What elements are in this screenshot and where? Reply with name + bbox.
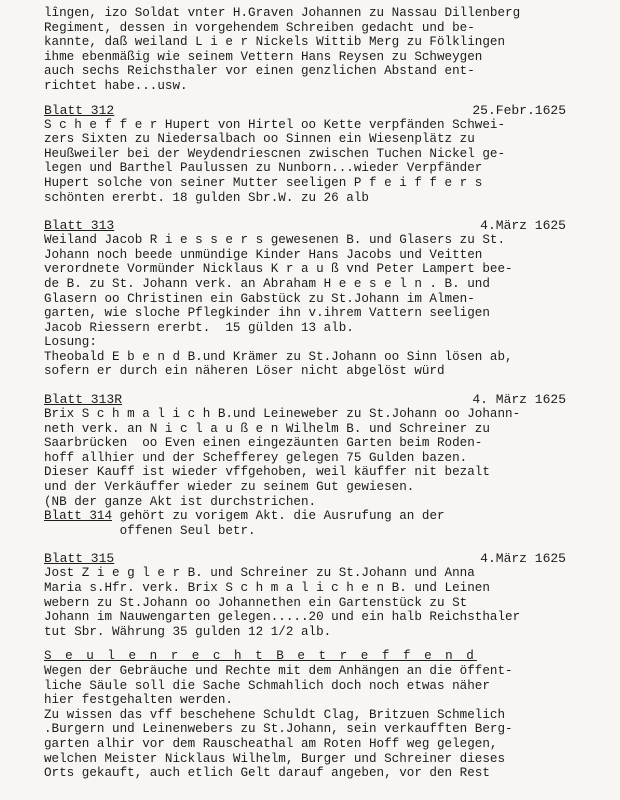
- text-line: Maria s.Hfr. verk. Brix S c h m a l i c h e n B. und Leinen: [44, 581, 490, 595]
- text-line: kannte, daß weiland L i e r Nickels Wittib Merg zu Fölklingen: [44, 35, 506, 50]
- text-line: Orts gekauft, auch etlich Gelt darauf angeben, vor den Rest: [44, 766, 490, 781]
- text-line: tut Sbr. Währung 35 gulden 12 1/2 alb.: [44, 624, 332, 639]
- entry-header: [44, 392, 606, 407]
- text-line: schönten ererbt. 18 gulden Sbr.W. zu 26 alb: [44, 190, 369, 205]
- text-line: Weiland Jacob R i e s s e r s gewesenen B. und Glasers zu St.: [44, 233, 506, 248]
- text-line: Losung:: [44, 335, 97, 350]
- entry-reference: Blatt 315: [44, 551, 115, 567]
- text-line: Hupert solche von seiner Mutter seeligen P f e i f f e r s: [44, 175, 483, 190]
- text-line: webern zu St.Johann oo Johannethen ein Gartenstück zu St: [44, 595, 468, 610]
- text-line: legen und Barthel Paulussen zu Nunborn...wieder Verpfänder: [44, 161, 483, 176]
- entry-reference: Blatt 313: [44, 218, 115, 234]
- text-line: Jost Z i e g l e r B. und Schreiner zu St.Johann und Anna: [44, 566, 475, 581]
- entry-header: [44, 551, 606, 566]
- text-line: Johann im Nauwengarten gelegen.....20 und ein halb Reichsthaler: [44, 610, 521, 625]
- entry-blatt-313r: [44, 392, 606, 538]
- text-line: richtet habe...usw.: [44, 78, 188, 93]
- entry-blatt-312: [44, 103, 606, 206]
- text-line: lîngen, izo Soldat vnter H.Graven Johannen zu Nassau Dillenberg: [44, 6, 521, 20]
- intro-paragraph: [44, 6, 606, 94]
- text-line: auch sechs Reichsthaler vor einen genzlichen Abstand ent-: [44, 64, 475, 79]
- text-line: Jacob Riessern ererbt. 15 gülden 13 alb.: [44, 320, 354, 335]
- text-line: Regiment, dessen in vorgehendem Schreiben gedacht und be-: [44, 20, 475, 35]
- note-line: [44, 509, 606, 524]
- section-title: S e u l e n r e c h t B e t r e f f e n d: [44, 649, 477, 664]
- text-line: Glasern oo Christinen ein Gabstück zu St.Johann im Almen-: [44, 291, 475, 306]
- text-line: Brix S c h m a l i c h B.und Leineweber zu St.Johann oo Johann-: [44, 407, 521, 422]
- entry-date: 4. März 1625: [472, 392, 566, 408]
- text-line: Zu wissen das vff beschehene Schuldt Clag, Britzuen Schmelich: [44, 707, 506, 722]
- text-line: .Burgern und Leinenwebers zu St.Johann, sein verkaufften Berg-: [44, 722, 513, 737]
- text-line: Saarbrücken oo Even einen eingezäunten Garten beim Roden-: [44, 436, 483, 451]
- entry-header: [44, 218, 606, 233]
- text-line: Theobald E b e n d B.und Krämer zu St.Johann oo Sinn lösen ab,: [44, 349, 513, 364]
- entry-date: 4.März 1625: [480, 551, 566, 567]
- text-line: verordnete Vormünder Nicklaus K r a u ß vnd Peter Lampert bee-: [44, 262, 513, 277]
- entry-blatt-315: [44, 551, 606, 639]
- note-text: gehört zu vorigem Akt. die Ausrufung an der: [112, 509, 445, 524]
- text-line: Dieser Kauff ist wieder vffgehoben, weil käuffer nit bezalt: [44, 465, 490, 480]
- entry-reference: Blatt 312: [44, 102, 115, 118]
- text-line: Wegen der Gebräuche und Rechte mit dem Anhängen an die öffent-: [44, 663, 513, 678]
- text-line: liche Säule soll die Sache Schmahlich doch noch etwas näher: [44, 678, 490, 693]
- text-line: S c h e f f e r Hupert von Hirtel oo Kette verpfänden Schwei-: [44, 117, 506, 132]
- text-line: welchen Meister Nicklaus Wilhelm, Burger und Schreiner dieses: [44, 751, 506, 766]
- text-line: und der Verkäuffer wieder zu seinem Gut gewiesen.: [44, 480, 415, 495]
- text-line: neth verk. an N i c l a u ß e n Wilhelm B. und Schreiner zu: [44, 421, 490, 436]
- entry-date: 25.Febr.1625: [472, 102, 566, 118]
- entry-header: [44, 103, 606, 118]
- text-line: sofern er durch ein näheren Löser nicht abgelöst würd: [44, 364, 445, 379]
- text-line: (NB der ganze Akt ist durchstrichen.: [44, 494, 317, 509]
- text-line: hier festgehalten werden.: [44, 693, 233, 708]
- text-line: Johann noch beede unmündige Kinder Hans Jacobs und Veitten: [44, 247, 483, 262]
- text-line: de B. zu St. Johann verk. an Abraham H e e s e l n . B. und: [44, 276, 490, 291]
- text-line: hoff allhier und der Schefferey gelegen 75 Gulden bazen.: [44, 450, 468, 465]
- text-line: Heußweiler bei der Weydendriescnen zwischen Tuchen Nickel ge-: [44, 146, 506, 161]
- entry-blatt-313: [44, 218, 606, 379]
- note-line: offenen Seul betr.: [44, 523, 256, 538]
- entry-date: 4.März 1625: [480, 218, 566, 234]
- entry-reference: Blatt 313R: [44, 392, 123, 408]
- text-line: zers Sixten zu Niedersalbach oo Sinnen ein Wiesenplätz zu: [44, 132, 475, 147]
- text-line: garten alhir vor dem Rauscheathal am Roten Hoff weg gelegen,: [44, 736, 498, 751]
- entry-reference: Blatt 314: [44, 509, 113, 524]
- text-line: garten, wie sloche Pflegkinder ihn v.ihrem Vattern seeligen: [44, 306, 490, 321]
- section-seulenrecht: [44, 649, 606, 780]
- text-line: ihme ebenmäßig wie seinem Vettern Hans Reysen zu Schweygen: [44, 49, 483, 64]
